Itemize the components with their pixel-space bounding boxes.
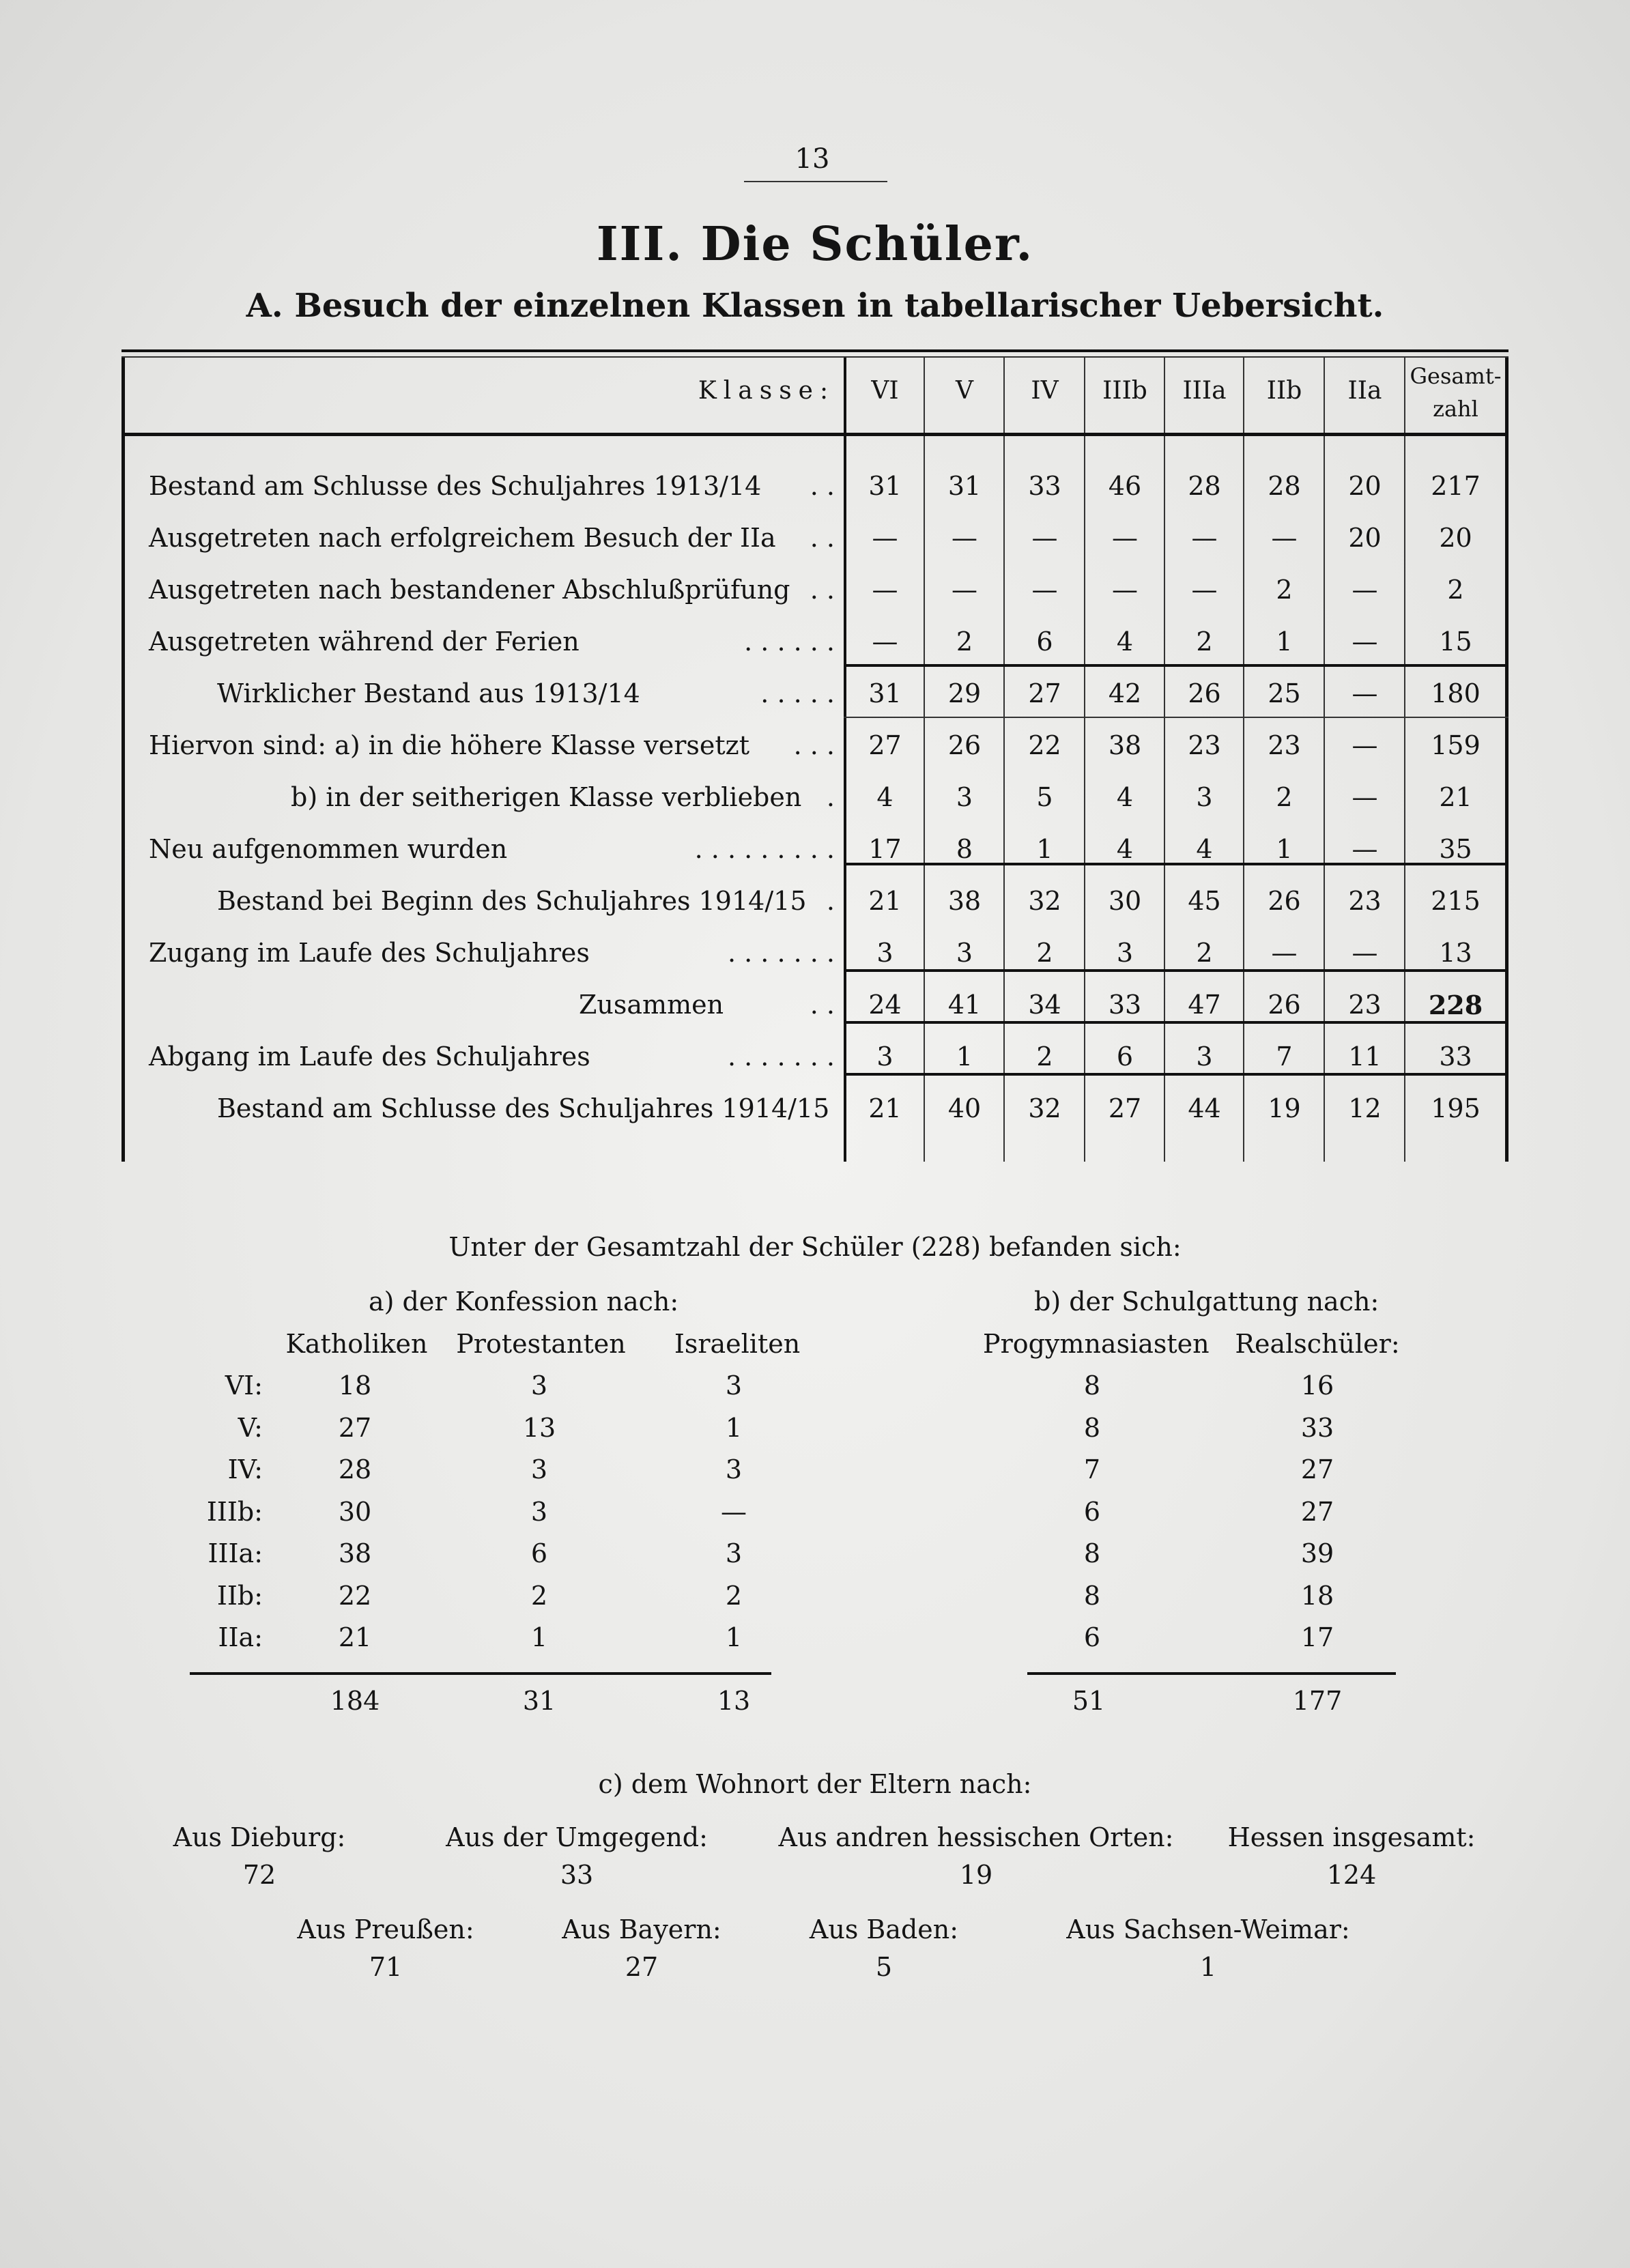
table-cell: 44 <box>1188 1093 1221 1123</box>
table-cell: — <box>1352 678 1378 708</box>
table-cell: 28 <box>1188 471 1221 501</box>
row-label: Hiervon sind: a) in die höhere Klasse versetzt <box>149 730 749 760</box>
table-cell: 31 <box>868 678 902 708</box>
row-leader-dots: . . . . . . . <box>727 1042 835 1072</box>
row-leader-dots: . . . . . <box>760 678 835 708</box>
table-cell: — <box>1112 575 1138 605</box>
table-cell: 4 <box>1116 834 1134 864</box>
row-leader-dots: . <box>826 782 835 812</box>
col-header-V: V <box>956 377 973 405</box>
table-cell: 215 <box>1431 886 1481 916</box>
table-cell: 228 <box>1428 990 1483 1020</box>
header-progymnasiasten: Progymnasiasten <box>983 1329 1210 1359</box>
col-divider <box>1164 358 1165 1162</box>
row-label: Abgang im Laufe des Schuljahres <box>149 1042 590 1072</box>
row-rule <box>844 1021 1509 1024</box>
table-cell: 2 <box>1447 575 1464 605</box>
table-cell: 29 <box>947 678 982 708</box>
table-cell: 45 <box>1188 886 1221 916</box>
table-cell: 38 <box>947 886 982 916</box>
table-cell: 23 <box>1348 886 1382 916</box>
table-cell: 22 <box>1028 730 1061 760</box>
residence-value: 1 <box>1199 1952 1217 1982</box>
table-cell: 3 <box>876 938 893 968</box>
table-cell: 217 <box>1431 471 1481 501</box>
residence-title: c) dem Wohnort der Eltern nach: <box>598 1769 1032 1799</box>
protestanten-value: 3 <box>530 1454 548 1484</box>
col-divider <box>1003 358 1005 1162</box>
row-leader-dots: . . . . . . . <box>727 938 835 968</box>
class-label: V: <box>238 1413 263 1443</box>
class-label: IIa: <box>218 1622 263 1652</box>
table-cell: 20 <box>1439 523 1472 553</box>
table-cell: 41 <box>947 990 982 1020</box>
table-cell: — <box>952 523 977 553</box>
table-cell: 2 <box>1036 938 1053 968</box>
table-cell: 4 <box>1196 834 1213 864</box>
table-cell: 19 <box>1268 1093 1301 1123</box>
table-cell: — <box>1031 575 1058 605</box>
table-cell: 159 <box>1431 730 1481 760</box>
table-cell: 195 <box>1431 1093 1481 1123</box>
table-cell: 2 <box>1036 1042 1053 1072</box>
residence-value: 19 <box>959 1860 993 1890</box>
class-attendance-table <box>121 349 1509 1162</box>
confession-total-rule <box>190 1672 771 1675</box>
table-cell: 31 <box>947 471 982 501</box>
residence-label: Aus Sachsen-Weimar: <box>1066 1914 1350 1944</box>
table-cell: 3 <box>1116 938 1134 968</box>
col-divider <box>1324 358 1325 1162</box>
table-cell: — <box>1352 834 1378 864</box>
table-cell: 21 <box>868 886 902 916</box>
summary-intro: Unter der Gesamtzahl der Schüler (228) befanden sich: <box>448 1232 1182 1262</box>
total-israeliten: 13 <box>717 1686 751 1716</box>
table-cell: 42 <box>1108 678 1142 708</box>
total-protestanten: 31 <box>522 1686 556 1716</box>
total-realschueler: 177 <box>1292 1686 1343 1716</box>
row-leader-dots: . . <box>810 523 835 553</box>
israeliten-value: 1 <box>725 1622 743 1652</box>
progymnasiasten-value: 8 <box>1083 1413 1101 1443</box>
class-label: IIb: <box>216 1581 263 1611</box>
table-cell: 3 <box>1196 782 1213 812</box>
col-divider <box>1404 358 1405 1162</box>
protestanten-value: 1 <box>530 1622 548 1652</box>
table-cell: 6 <box>1036 627 1053 657</box>
table-cell: 26 <box>1188 678 1221 708</box>
section-subtitle: A. Besuch der einzelnen Klassen in tabellarischer Uebersicht. <box>246 287 1384 325</box>
row-rule <box>844 969 1509 972</box>
table-cell: 11 <box>1348 1042 1382 1072</box>
table-cell: 23 <box>1348 990 1382 1020</box>
page-number-rule <box>744 181 887 182</box>
realschueler-value: 27 <box>1300 1497 1334 1527</box>
residence-label: Aus andren hessischen Orten: <box>778 1822 1174 1852</box>
table-cell: 17 <box>868 834 902 864</box>
table-cell: — <box>1352 782 1378 812</box>
residence-label: Hessen insgesamt: <box>1227 1822 1476 1852</box>
table-right-border <box>1505 358 1509 1162</box>
table-cell: — <box>1271 938 1298 968</box>
residence-value: 5 <box>875 1952 893 1982</box>
col-header-IIIb: IIIb <box>1102 377 1147 405</box>
class-label: IIIa: <box>208 1538 263 1568</box>
katholiken-value: 22 <box>338 1581 372 1611</box>
row-label: Zugang im Laufe des Schuljahres <box>149 938 590 968</box>
table-cell: 2 <box>1196 938 1213 968</box>
progymnasiasten-value: 8 <box>1083 1581 1101 1611</box>
header-israeliten: Israeliten <box>674 1329 801 1359</box>
row-leader-dots: . . <box>810 471 835 501</box>
table-cell: 21 <box>868 1093 902 1123</box>
total-progymnasiasten: 51 <box>1072 1686 1106 1716</box>
realschueler-value: 33 <box>1300 1413 1334 1443</box>
progymnasiasten-value: 7 <box>1083 1454 1101 1484</box>
residence-label: Aus Dieburg: <box>173 1822 346 1852</box>
table-cell: 23 <box>1268 730 1301 760</box>
table-cell: 2 <box>956 627 973 657</box>
table-cell: — <box>1352 627 1378 657</box>
protestanten-value: 2 <box>530 1581 548 1611</box>
col-header-VI: VI <box>871 377 899 405</box>
row-rule <box>844 664 1509 667</box>
class-label: IV: <box>227 1454 263 1484</box>
table-cell: 27 <box>1028 678 1061 708</box>
table-cell: 30 <box>1108 886 1142 916</box>
confession-title: a) der Konfession nach: <box>369 1287 679 1317</box>
residence-value: 33 <box>560 1860 594 1890</box>
row-label: Bestand bei Beginn des Schuljahres 1914/15 <box>217 886 807 916</box>
table-cell: — <box>1352 938 1378 968</box>
protestanten-value: 6 <box>530 1538 548 1568</box>
col-header-IIa: IIa <box>1347 377 1382 405</box>
progymnasiasten-value: 8 <box>1083 1370 1101 1401</box>
row-leader-dots: . . . <box>793 730 835 760</box>
realschueler-value: 16 <box>1300 1370 1334 1401</box>
table-cell: 2 <box>1276 575 1293 605</box>
residence-label: Aus der Umgegend: <box>446 1822 708 1852</box>
table-cell: 46 <box>1108 471 1142 501</box>
table-cell: — <box>952 575 977 605</box>
class-label: VI: <box>225 1370 263 1401</box>
table-cell: 21 <box>1439 782 1472 812</box>
residence-value: 27 <box>625 1952 659 1982</box>
header-label: Klasse: <box>698 377 835 405</box>
table-cell: — <box>1352 575 1378 605</box>
table-cell: 32 <box>1028 886 1061 916</box>
table-cell: 31 <box>868 471 902 501</box>
residence-label: Aus Preußen: <box>297 1914 474 1944</box>
row-label: Zusammen <box>579 990 724 1020</box>
row-leader-dots: . . <box>810 575 835 605</box>
table-cell: 35 <box>1439 834 1472 864</box>
realschueler-value: 18 <box>1300 1581 1334 1611</box>
katholiken-value: 30 <box>338 1497 372 1527</box>
residence-value: 124 <box>1326 1860 1377 1890</box>
residence-value: 72 <box>242 1860 276 1890</box>
col-header-total-1: Gesamt- <box>1410 363 1502 389</box>
col-divider <box>924 358 925 1162</box>
table-cell: 28 <box>1268 471 1301 501</box>
table-cell: — <box>1191 575 1218 605</box>
table-cell: — <box>1271 523 1298 553</box>
school-type-total-rule <box>1027 1672 1396 1675</box>
school-type-title: b) der Schulgattung nach: <box>1034 1287 1379 1317</box>
table-cell: 7 <box>1276 1042 1293 1072</box>
table-cell: — <box>1352 730 1378 760</box>
table-cell: 38 <box>1108 730 1142 760</box>
table-cell: 15 <box>1439 627 1472 657</box>
row-leader-dots: . <box>826 886 835 916</box>
header-realschueler: Realschüler: <box>1235 1329 1400 1359</box>
israeliten-value: — <box>721 1497 747 1527</box>
row-label: Bestand am Schlusse des Schuljahres 1914/15 <box>217 1093 830 1123</box>
table-cell: 25 <box>1268 678 1301 708</box>
realschueler-value: 39 <box>1300 1538 1334 1568</box>
page-title: III. Die Schüler. <box>596 217 1034 272</box>
row-leader-dots: . . <box>810 990 835 1020</box>
protestanten-value: 3 <box>530 1497 548 1527</box>
residence-label: Aus Bayern: <box>562 1914 721 1944</box>
katholiken-value: 28 <box>338 1454 372 1484</box>
table-cell: 34 <box>1028 990 1061 1020</box>
table-cell: 1 <box>956 1042 973 1072</box>
table-left-border <box>121 358 125 1162</box>
israeliten-value: 3 <box>725 1370 743 1401</box>
progymnasiasten-value: 8 <box>1083 1538 1101 1568</box>
protestanten-value: 3 <box>530 1370 548 1401</box>
table-cell: 32 <box>1028 1093 1061 1123</box>
page-number: 13 <box>795 143 830 175</box>
header-katholiken: Katholiken <box>285 1329 428 1359</box>
katholiken-value: 27 <box>338 1413 372 1443</box>
realschueler-value: 27 <box>1300 1454 1334 1484</box>
table-cell: — <box>872 575 898 605</box>
table-cell: — <box>1031 523 1058 553</box>
total-katholiken: 184 <box>330 1686 380 1716</box>
table-cell: 1 <box>1276 834 1293 864</box>
table-cell: — <box>872 627 898 657</box>
table-cell: 1 <box>1036 834 1053 864</box>
table-top-rule <box>121 349 1509 352</box>
table-cell: 3 <box>956 938 973 968</box>
col-divider <box>1243 358 1244 1162</box>
table-cell: 27 <box>868 730 902 760</box>
table-cell: 23 <box>1188 730 1221 760</box>
table-cell: — <box>1191 523 1218 553</box>
progymnasiasten-value: 6 <box>1083 1497 1101 1527</box>
col-header-IV: IV <box>1031 377 1059 405</box>
realschueler-value: 17 <box>1300 1622 1334 1652</box>
table-cell: 33 <box>1028 471 1061 501</box>
katholiken-value: 38 <box>338 1538 372 1568</box>
protestanten-value: 13 <box>522 1413 556 1443</box>
katholiken-value: 21 <box>338 1622 372 1652</box>
col-header-total-2: zahl <box>1433 396 1478 422</box>
row-label: Ausgetreten nach erfolgreichem Besuch der IIa <box>149 523 776 553</box>
table-cell: 33 <box>1108 990 1142 1020</box>
row-label: Bestand am Schlusse des Schuljahres 1913/14 <box>149 471 762 501</box>
table-cell: 26 <box>947 730 982 760</box>
katholiken-value: 18 <box>338 1370 372 1401</box>
table-cell: 8 <box>956 834 973 864</box>
israeliten-value: 2 <box>725 1581 743 1611</box>
table-cell: 6 <box>1116 1042 1134 1072</box>
table-cell: 27 <box>1108 1093 1142 1123</box>
row-label: Wirklicher Bestand aus 1913/14 <box>217 678 640 708</box>
row-label: Ausgetreten während der Ferien <box>149 627 580 657</box>
table-cell: 20 <box>1348 523 1382 553</box>
class-label: IIIb: <box>206 1497 263 1527</box>
table-cell: 5 <box>1036 782 1053 812</box>
table-cell: 4 <box>876 782 893 812</box>
table-cell: 2 <box>1276 782 1293 812</box>
table-cell: 13 <box>1439 938 1472 968</box>
table-cell: 26 <box>1268 886 1301 916</box>
israeliten-value: 3 <box>725 1538 743 1568</box>
table-cell: 2 <box>1196 627 1213 657</box>
table-cell: 180 <box>1431 678 1481 708</box>
table-top-rule-inner <box>121 356 1509 358</box>
col-header-IIb: IIb <box>1266 377 1302 405</box>
israeliten-value: 3 <box>725 1454 743 1484</box>
table-cell: 12 <box>1348 1093 1382 1123</box>
header-protestanten: Protestanten <box>456 1329 626 1359</box>
progymnasiasten-value: 6 <box>1083 1622 1101 1652</box>
table-cell: 3 <box>956 782 973 812</box>
col-divider <box>1084 358 1085 1162</box>
col-header-IIIa: IIIa <box>1182 377 1227 405</box>
table-cell: 1 <box>1276 627 1293 657</box>
table-cell: 47 <box>1188 990 1221 1020</box>
table-cell: 3 <box>876 1042 893 1072</box>
table-cell: 24 <box>868 990 902 1020</box>
table-cell: 40 <box>947 1093 982 1123</box>
table-cell: 20 <box>1348 471 1382 501</box>
table-cell: 3 <box>1196 1042 1213 1072</box>
table-cell: 33 <box>1439 1042 1472 1072</box>
row-label: Neu aufgenommen wurden <box>149 834 508 864</box>
table-cell: — <box>1112 523 1138 553</box>
row-leader-dots: . . . . . . <box>744 627 835 657</box>
row-label: Ausgetreten nach bestandener Abschlußprüfung <box>149 575 790 605</box>
row-leader-dots: . . . . . . . . . <box>694 834 835 864</box>
table-cell: 4 <box>1116 627 1134 657</box>
table-cell: — <box>872 523 898 553</box>
residence-value: 71 <box>369 1952 403 1982</box>
row-rule <box>844 717 1509 718</box>
header-rule <box>121 433 1509 436</box>
row-label: b) in der seitherigen Klasse verblieben <box>291 782 802 812</box>
table-cell: 4 <box>1116 782 1134 812</box>
table-cell: 26 <box>1268 990 1301 1020</box>
israeliten-value: 1 <box>725 1413 743 1443</box>
row-rule <box>844 1073 1509 1076</box>
residence-label: Aus Baden: <box>809 1914 959 1944</box>
